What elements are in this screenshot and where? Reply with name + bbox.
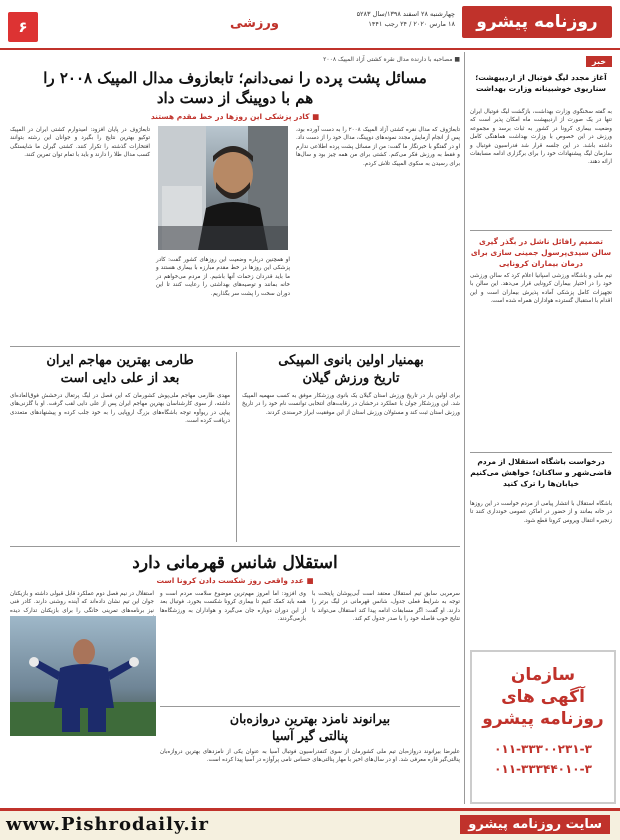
esteghlal-body-1: سرمربی سابق تیم استقلال معتقد است آبی‌پوشان پایتخت با توجه به شرایط فعلی جدول، شانس قهرمانی در لیگ برتر را دارند. او گفت: اگر مسابقات ادامه پیدا کند استقلال می‌تواند با نتایج خوب فاصله خود را با صدر جدول کم کند.	[312, 591, 460, 623]
footer-website-link[interactable]: www.Pishrodaily.ir	[6, 814, 209, 835]
date-line-2: ۱۸ مارس ۲۰۲۰ / ۲۴ رجب ۱۴۴۱	[368, 20, 455, 28]
beiranvand-body: علیرضا بیرانوند دروازه‌بان تیم ملی کشورمان از سوی کنفدراسیون فوتبال آسیا به عنوان یکی از نامزدهای بهترین دروازه‌بان پنالتی‌گیر قاره معرفی شد. او در سال‌های اخیر با مهار پنالتی‌های حساس نامی پرآوازه در آسیا پیدا کرده است.	[160, 749, 460, 764]
story-divider	[470, 452, 612, 453]
esteghlal-body-2: وی افزود: اما امروز مهم‌ترین موضوع سلامت مردم است و همه باید کمک کنیم تا بیماری کرونا شکست بخورد. فوتبال بعد از این دوران دوباره جان می‌گیرد و هواداران به ورزشگاه‌ها بازمی‌گردند.	[160, 591, 306, 623]
tarami-headline-line-2: بعد از علی دایی است	[60, 371, 180, 386]
behnia-body: برای اولین بار در تاریخ ورزش استان گیلان یک بانوی ورزشکار موفق به کسب سهمیه المپیک شد. این ورزشکار جوان با عملکرد درخشان در رقابت‌های انتخابی توانست نام خود را در تاریخ ورزش استان ثبت کند و مسئولان ورزش استان از این موفقیت ابراز خرسندی کردند.	[242, 393, 460, 416]
ad-phone-1: ۰۱۱-۳۳۳۰۰۲۳۱-۳	[494, 742, 592, 756]
behnia-headline	[242, 352, 460, 388]
main-story-col-1: تابعاژوف که مدال نقره کشتی آزاد المپیک ۲۰۰۸ را به دست آورده بود، پس از انجام آزمایش مجدد نمونه‌های دوپینگ، مدال خود را از دست داد. او در گفتگو با خبرنگار ما گفت: من از مسائل پشت پرده اطلاعی ندارم و فقط به ورزش فکر می‌کنم. کشتی برای من همه چیز بود و سال‌ها برای رسیدن به سکوی المپیک تلاش کردم.	[296, 127, 460, 167]
esteghlal-headline: استقلال شانس قهرمانی دارد	[132, 553, 338, 573]
section-divider	[10, 546, 460, 547]
page-number: ۶	[8, 12, 38, 42]
behnia-headline-line-1: بهمنیار اولین بانوی المپیکی	[278, 353, 424, 368]
beiranvand-headline-line-1: بیرانوند نامزد بهترین دروازه‌بان	[229, 711, 391, 726]
page-footer	[0, 808, 620, 840]
goalkeeper-photo	[10, 616, 156, 736]
goalkeeper-image	[10, 616, 156, 736]
behnia-headline-line-2: تاریخ ورزش گیلان	[302, 371, 400, 386]
ad-title-line-3: روزنامه پیشرو	[482, 709, 604, 729]
tarami-headline-line-1: طارمی بهترین مهاجم ایران	[46, 353, 194, 368]
beiranvand-headline-line-2: پنالتی گیر آسیا	[272, 728, 348, 743]
esteghlal-subhead: ■ عدد واقعی روز شکست دادن کرونا است	[156, 576, 314, 585]
main-headline	[10, 68, 460, 108]
tarami-headline	[10, 352, 230, 388]
page-header	[0, 0, 620, 50]
column-divider	[464, 52, 465, 804]
column-divider	[236, 352, 237, 542]
newspaper-logo: روزنامه پیشرو	[462, 6, 612, 38]
main-headline-line-2: هم با دوپینگ از دست داد	[156, 89, 314, 107]
date-line-1: چهارشنبه ۲۸ اسفند ۱۳۹۸/سال ۵۲۸۳	[356, 10, 455, 18]
ad-title-line-1: سازمان	[510, 665, 576, 685]
main-headline-line-1: مسائل پشت پرده را نمی‌دانم؛ تابعازوف مدال المپیک ۲۰۰۸ را	[43, 69, 427, 87]
beiranvand-headline	[160, 710, 460, 744]
story2-title: تصمیم رافائل ناشل در بگذر گیری سالن سیدی‌پرسول جمینی سازی برای درمان بیماران کرونایی	[470, 237, 612, 268]
ad-box	[470, 650, 616, 804]
section-label: ورزشی	[230, 16, 279, 31]
news-tag: خبر	[586, 56, 612, 67]
section-divider	[10, 346, 460, 347]
story1-body: به گفته سخنگوی وزارت بهداشت، بازگشت لیگ فوتبال ایران تنها در یک صورت از اردیبهشت ماه امکان پذیر است که وضعیت بیماری کرونا در کشور به ثبات برسد و مجموعه ورزش در این خصوص با وزارت بهداشت هماهنگی کامل داشته باشد. در این جلسه قرار شد فدراسیون فوتبال و سازمان لیگ پیشنهادات خود را برای برگزاری ادامه مسابقات ارائه دهند.	[470, 109, 612, 166]
main-story-col-2: او همچنین درباره وضعیت این روزهای کشور گفت: کادر پزشکی این روزها در خط مقدم مبارزه با بیماری هستند و ما باید قدردان زحمات آنها باشیم. از مردم می‌خواهم در خانه بمانند و توصیه‌های بهداشتی را رعایت کنند تا این دوران سخت را پشت سر بگذاریم.	[156, 257, 290, 297]
tarami-body: مهدی طارمی مهاجم ملی‌پوش کشورمان که این فصل در لیگ پرتغال درخشش فوق‌العاده‌ای داشته، از سوی کارشناسان بهترین مهاجم ایران پس از علی دایی لقب گرفت. او با گلزنی‌های پیاپی در ریوآوه توجه باشگاه‌های بزرگ اروپایی را به خود جلب کرده و پیشنهادهای متعددی دریافت کرده است.	[10, 393, 230, 425]
story2-body: تیم ملی و باشگاه ورزشی اسپانیا اعلام کرد که سالن ورزشی خود را در اختیار بیماران کرونایی قرار می‌دهد. این سالن با تجهیزات کامل پزشکی آماده پذیرش بیماران است و این اقدام با استقبال گسترده هواداران همراه شده است.	[470, 273, 612, 305]
story-divider	[470, 230, 612, 231]
footer-label: سایت روزنامه پیشرو	[460, 815, 610, 834]
story1-title: آغاز مجدد لیگ فوتبال از اردیبهشت؛ سناریوی خوشبینانه وزارت بهداشت	[475, 73, 607, 93]
main-photo	[158, 126, 288, 250]
main-subhead: ■ کادر پزشکی این روزها در خط مقدم هستند	[150, 112, 320, 121]
ad-title	[472, 664, 614, 730]
story3-title: درخواست باشگاه استقلال از مردم قاضی‌شهر و ساکنان؛ خواهش می‌کنیم خیابان‌ها را ترک کنید	[470, 457, 612, 488]
main-story-col-3: تابعاژوف در پایان افزود: امیدوارم کشتی ایران در المپیک توکیو بهترین نتایج را بگیرد و جوانان این رشته بتوانند افتخارات گذشته را تکرار کنند. کشتی گیران ما شایستگی کسب مدال طلا را دارند و باید با تمام توان تمرین کنند.	[10, 127, 150, 159]
ad-title-line-2: آگهی های	[501, 687, 585, 707]
ad-phone-2: ۰۱۱-۳۳۳۴۴۰۱۰-۳	[494, 762, 592, 776]
story3-body: باشگاه استقلال با انتشار پیامی از مردم خواست در این روزها در خانه بمانند و از حضور در اماکن عمومی خودداری کنند تا زنجیره انتقال ویروس کرونا قطع شود.	[470, 501, 612, 524]
section-divider	[160, 706, 460, 707]
esteghlal-body-3: استقلال در نیم فصل دوم عملکرد قابل قبولی داشته و بازیکنان جوان این تیم نشان داده‌اند که آینده روشنی دارند. کادر فنی نیز برنامه‌های تمرینی خانگی را برای بازیکنان تدارک دیده	[10, 591, 154, 614]
date-line	[295, 9, 455, 29]
wrestler-photo	[158, 126, 288, 250]
main-kicker: ■ مصاحبه با دارنده مدال نقره کشتی آزاد المپیک ۲۰۰۸	[323, 56, 460, 63]
